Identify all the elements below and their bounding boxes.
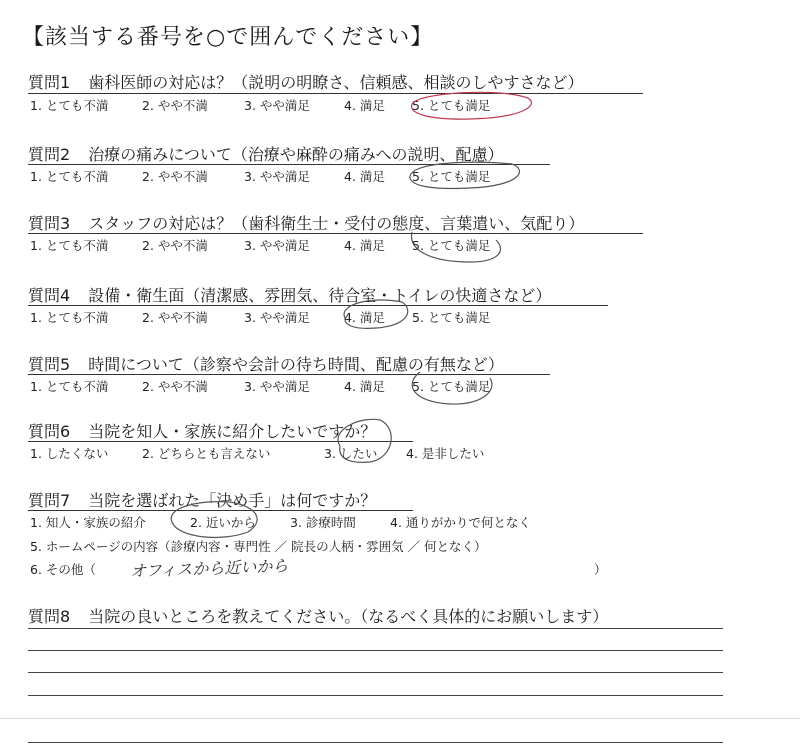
option-3[interactable]: 3. やや満足	[244, 310, 310, 325]
question-underline	[28, 233, 643, 234]
option-5[interactable]: 5. とても満足	[412, 169, 491, 184]
question-number: 質問6	[28, 422, 71, 441]
question-underline	[28, 93, 643, 94]
question-number: 質問8	[28, 607, 71, 626]
question-underline	[28, 305, 608, 306]
question-7-options	[30, 513, 531, 531]
question-2	[28, 142, 504, 165]
option-5[interactable]: 5. とても満足	[412, 310, 491, 325]
option-3[interactable]: 3. やや満足	[244, 169, 310, 184]
option-1[interactable]: 1. とても不満	[30, 310, 109, 325]
option-1[interactable]: 1. 知人・家族の紹介	[30, 515, 146, 530]
option-1[interactable]: 1. したくない	[30, 446, 109, 461]
question-5-options	[30, 377, 490, 395]
question-number: 質問2	[28, 145, 71, 164]
option-5[interactable]: 5. とても満足	[412, 98, 491, 113]
question-text: 当院の良いところを教えてください。（なるべく具体的にお願いします）	[88, 607, 609, 626]
option-1[interactable]: 1. とても不満	[30, 379, 109, 394]
option-2[interactable]: 2. 近いから	[190, 515, 256, 530]
option-1[interactable]: 1. とても不満	[30, 238, 109, 253]
scan-edge	[0, 718, 800, 719]
option-5-homepage[interactable]: 5. ホームページの内容（診療内容・専門性 ／ 院長の人柄・雰囲気 ／ 何となく）	[30, 539, 487, 554]
option-2[interactable]: 2. やや不満	[142, 98, 208, 113]
question-1-options	[30, 96, 490, 114]
handwritten-answer[interactable]: オフィスから近いから	[129, 556, 289, 581]
question-3	[28, 211, 584, 234]
writing-line[interactable]	[28, 628, 723, 629]
option-4[interactable]: 4. 満足	[344, 98, 385, 113]
question-underline	[28, 374, 550, 375]
option-1[interactable]: 1. とても不満	[30, 169, 109, 184]
option-3[interactable]: 3. やや満足	[244, 379, 310, 394]
option-2[interactable]: 2. やや不満	[142, 379, 208, 394]
option-4[interactable]: 4. 満足	[344, 379, 385, 394]
question-number: 質問5	[28, 355, 71, 374]
question-text: 時間について（診察や会計の待ち時間、配慮の有無など）	[88, 355, 504, 374]
question-text: 治療の痛みについて（治療や麻酔の痛みへの説明、配慮）	[88, 145, 504, 164]
option-2[interactable]: 2. やや不満	[142, 310, 208, 325]
question-number: 質問7	[28, 491, 71, 510]
option-3[interactable]: 3. したい	[324, 446, 378, 461]
option-5[interactable]: 5. とても満足	[412, 379, 491, 394]
question-number: 質問1	[28, 73, 71, 92]
option-6-other[interactable]: 6. その他（	[30, 562, 96, 577]
question-1	[28, 70, 584, 93]
option-4[interactable]: 4. 満足	[344, 310, 385, 325]
question-3-options	[30, 236, 490, 254]
question-6-options	[30, 444, 484, 462]
option-3[interactable]: 3. 診療時間	[290, 515, 356, 530]
option-4[interactable]: 4. 満足	[344, 169, 385, 184]
question-4-options	[30, 308, 490, 326]
question-underline	[28, 510, 413, 511]
option-2[interactable]: 2. どちらとも言えない	[142, 446, 271, 461]
option-5[interactable]: 5. とても満足	[412, 238, 491, 253]
option-2[interactable]: 2. やや不満	[142, 169, 208, 184]
option-3[interactable]: 3. やや満足	[244, 98, 310, 113]
option-3[interactable]: 3. やや満足	[244, 238, 310, 253]
question-number: 質問3	[28, 214, 71, 233]
question-text: 歯科医師の対応は？（説明の明瞭さ、信頼感、相談のしやすさなど）	[88, 73, 584, 92]
option-4[interactable]: 4. 満足	[344, 238, 385, 253]
question-number: 質問4	[28, 286, 71, 305]
question-8	[28, 604, 608, 627]
writing-line[interactable]	[28, 650, 723, 651]
question-4	[28, 283, 551, 306]
question-2-options	[30, 167, 490, 185]
question-7	[28, 488, 376, 511]
option-4[interactable]: 4. 通りがかりで何となく	[390, 515, 531, 530]
question-text: スタッフの対応は？（歯科衛生士・受付の態度、言葉遣い、気配り）	[88, 214, 585, 233]
writing-line[interactable]	[28, 672, 723, 673]
question-text: 当院を選ばれた「決め手」は何ですか？	[88, 491, 377, 510]
writing-line[interactable]	[28, 742, 723, 743]
option-4[interactable]: 4. 是非したい	[406, 446, 485, 461]
page-title: 【該当する番号を○で囲んでください】	[22, 25, 434, 50]
question-underline	[28, 164, 550, 165]
question-text: 設備・衛生面（清潔感、雰囲気、待合室・トイレの快適さなど）	[88, 286, 552, 305]
option-1[interactable]: 1. とても不満	[30, 98, 109, 113]
writing-line[interactable]	[28, 695, 723, 696]
question-text: 当院を知人・家族に紹介したいですか？	[88, 422, 377, 441]
question-underline	[28, 441, 413, 442]
option-2[interactable]: 2. やや不満	[142, 238, 208, 253]
question-5	[28, 352, 504, 375]
closing-paren: ）	[594, 562, 607, 577]
question-6	[28, 419, 376, 442]
